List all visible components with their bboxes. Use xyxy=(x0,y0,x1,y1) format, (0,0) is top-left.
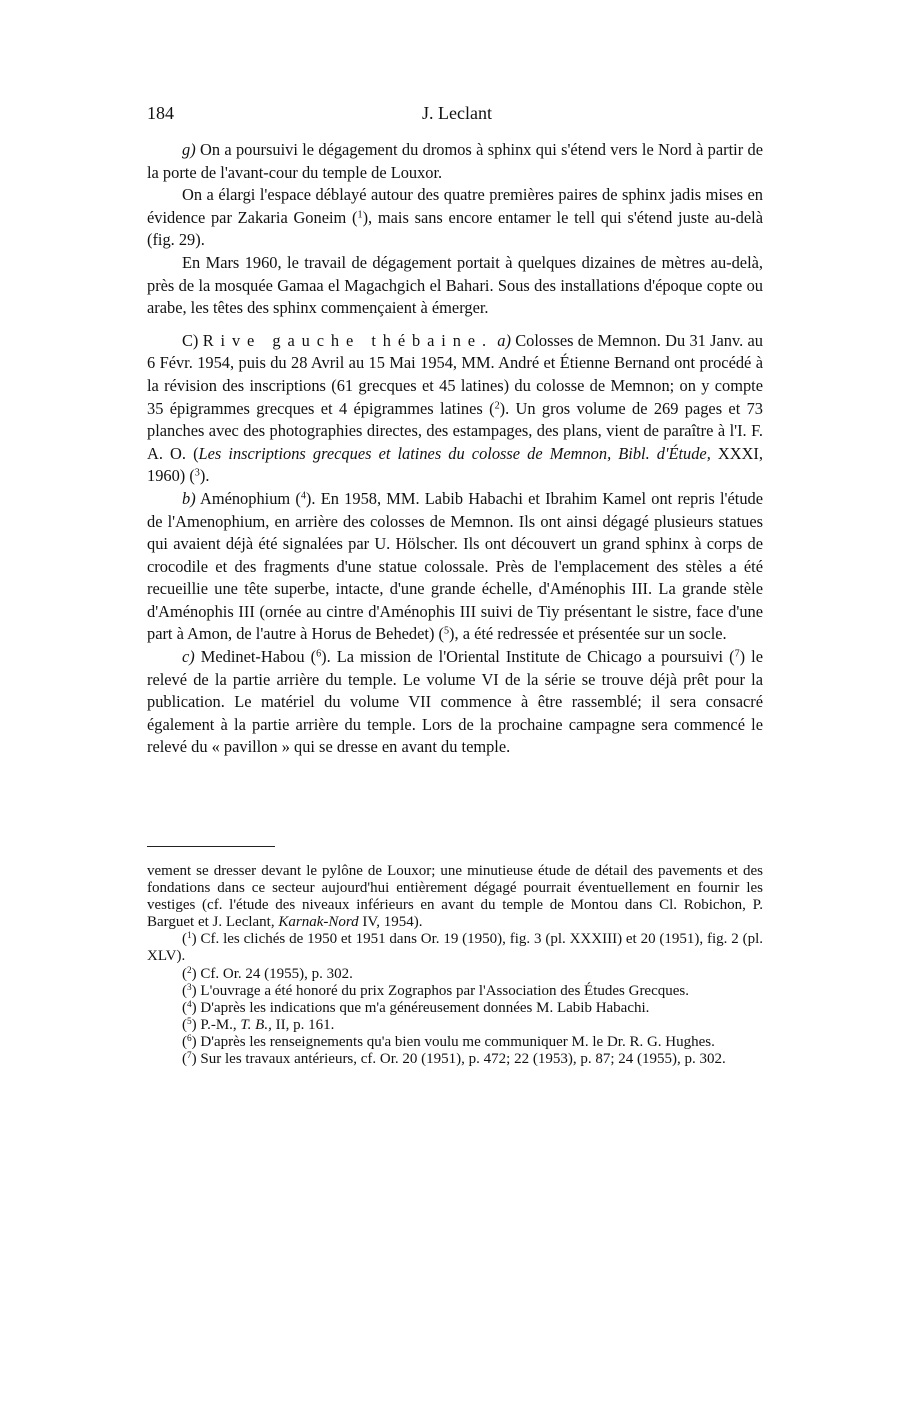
paragraph-text: ), a été redressée et présentée sur un socle. xyxy=(449,624,727,644)
footnote-ref: 6 xyxy=(316,648,322,660)
paragraph-text: Medinet-Habou ( xyxy=(194,647,317,667)
footnote-3: ($^3$) L'ouvrage a été honoré du prix Zographos par l'Association des Études Grecques. xyxy=(182,982,689,999)
paragraph-text: En Mars 1960, le travail de dégagement portait à quelques dizaines de mètres au-delà, près de la mosquée Gamaa el Magachgich el Bahari. Sous des installations d'époque copte ou arabe, les têtes des sphinx commençaient à émerger. xyxy=(147,252,763,318)
paragraph-text: ). La mission de l'Oriental Institute de Chicago a poursuivi ( xyxy=(321,647,735,667)
footnote-text: Cf. les clichés de 1950 et 1951 dans Or. 19 (1950), fig. 3 (pl. XXXIII) et 20 (1951), fig. 2 (pl. XLV). xyxy=(147,931,763,965)
paragraph-text: ). Un gros volume de 269 pages et 73 planches avec des photographies directes, des estampages, des plans, vient de paraître à l'I. F. A. O. ( xyxy=(147,398,763,463)
paragraph-text: Colosses de Memnon. Du 31 Janv. au 6 Févr. 1954, puis du 28 Avril au 15 Mai 1954, MM. André et Étienne Bernand ont procédé à la révision des inscriptions (61 grecques et 45 latines) du colosse de Memnon; on y compte 35 épigrammes grecques et 4 épigrammes latines ( xyxy=(147,330,764,418)
footnote-ref: 4 xyxy=(300,490,306,502)
footnote-ref: 5 xyxy=(443,625,450,637)
footnote-1: ($^1$) Cf. les clichés de 1950 et 1951 dans Or. 19 (1950), fig. 3 (pl. XXXIII) et 20 (1951), fig. 2 (pl. XLV). xyxy=(147,931,763,965)
item-letter: g) xyxy=(182,140,196,159)
footnote-number: 5 xyxy=(187,1016,192,1027)
paragraph-text: ). En 1958, MM. Labib Habachi et Ibrahim Kamel ont repris l'étude de l'Amenophium, en arrière des colosses de Memnon. Ils ont ainsi dégagé plusieurs statues qui avaient déjà été signalées par U. Hölscher. Ils ont découvert un grand sphinx à corps de crocodile et des fragments d'une statue colossale. Près de l'emplacement des stèles a été recueillie une tête superbe, intacte, d'une grande échelle, d'Aménophis III. La grande stèle d'Aménophis III (ornée au cintre d'Aménophis III suivi de Tiy présentant le sistre, face d'une part à Amon, de l'autre à Horus de Behedet) ( xyxy=(147,488,764,644)
paragraph-text: On a poursuivi le dégagement du dromos à sphinx qui s'étend vers le Nord à partir de la porte de l'avant-cour du temple de Louxor. xyxy=(147,140,763,182)
main-text xyxy=(147,139,763,759)
section-letter: C) xyxy=(182,330,199,350)
footnote-number: 7 xyxy=(187,1050,192,1061)
paragraph-mars-1960 xyxy=(147,252,763,320)
footnote-text: Sur les travaux antérieurs, cf. Or. 20 (1951), p. 472; 22 (1953), p. 87; 24 (1955), p. 302. xyxy=(196,1051,726,1068)
footnote-number: 4 xyxy=(187,999,192,1010)
footnote-number: 2 xyxy=(187,965,192,976)
footnote-text: Cf. Or. 24 (1955), p. 302. xyxy=(196,965,353,982)
paragraph-text: Aménophium ( xyxy=(195,488,301,508)
footnote-number: 1 xyxy=(187,931,192,942)
footnote-ref: 2 xyxy=(494,399,500,411)
footnote-text: D'après les renseignements qu'a bien voulu me communiquer M. le Dr. R. G. Hughes. xyxy=(196,1033,715,1050)
footnote-text: L'ouvrage a été honoré du prix Zographos par l'Association des Études Grecques. xyxy=(196,982,689,999)
footnote-ref: 1 xyxy=(357,209,363,221)
item-letter: a) xyxy=(497,330,511,350)
footnote-5: ($^5$) P.-M., T. B., II, p. 161. xyxy=(182,1016,335,1033)
italic-title: T. B., xyxy=(240,1016,272,1033)
italic-title: Karnak-Nord xyxy=(278,914,359,931)
page-number: 184 xyxy=(147,103,174,123)
footnote-ref: 3 xyxy=(194,467,200,479)
item-letter: b) xyxy=(182,488,196,508)
footnote-separator xyxy=(147,846,275,847)
footnote-number: 3 xyxy=(187,982,192,993)
paragraph-text: ). xyxy=(199,466,210,486)
footnote-text: P.-M., xyxy=(196,1016,241,1033)
footnote-2: ($^2$) Cf. Or. 24 (1955), p. 302. xyxy=(182,965,353,982)
footnote-text: IV, 1954). xyxy=(358,914,423,931)
page-header xyxy=(147,103,767,127)
footnotes xyxy=(147,863,763,1068)
footnote-ref: 7 xyxy=(734,648,740,660)
section-heading: Rive gauche thébaine. xyxy=(202,330,493,350)
paragraph-text: XXXI, 1960) ( xyxy=(147,443,763,486)
paragraph-memnon xyxy=(147,330,763,488)
paragraph-text: On a élargi l'espace déblayé autour des quatre premières paires de sphinx jadis mises en évidence par Zakaria Goneim ( xyxy=(147,185,763,227)
footnote-text: vement se dresser devant le pylône de Louxor; une minutieuse étude de détail des pavements et des fondations dans ce secteur aujourd'hui entièrement dégagé pourrait éventuellement en fournir les vestiges (cf. l'étude des niveaux inférieurs en avant du temple de Montou dans Cl. Robichon, P. Barguet et J. Leclant, xyxy=(147,863,763,931)
paragraph-medinet-habou xyxy=(147,646,763,759)
paragraph-text: ) le relevé de la partie arrière du temple. Le volume VI de la série se trouve déjà prêt pour la publication. Le matériel du volume VII commence à être rassemblé; il sera consacré également à la partie arrière du temple. Lors de la prochaine campagne sera commencé le relevé du « pavillon » qui se dresse en avant du temple. xyxy=(147,647,764,757)
footnote-text: II, p. 161. xyxy=(271,1016,335,1033)
footnote-7: ($^7$) Sur les travaux antérieurs, cf. Or. 20 (1951), p. 472; 22 (1953), p. 87; 24 (1955), p. 302. xyxy=(182,1050,726,1068)
running-title: J. Leclant xyxy=(422,103,492,123)
paragraph-text: ), mais sans encore entamer le tell qui s'étend juste au-delà (fig. 29). xyxy=(147,207,763,250)
footnote-continuation xyxy=(147,863,763,931)
paragraph-goneim xyxy=(147,184,763,252)
italic-title: Les inscriptions grecques et latines du colosse de Memnon, Bibl. d'Étude, xyxy=(198,443,711,463)
paragraph-g xyxy=(147,139,763,184)
footnote-4: ($^4$) D'après les indications que m'a généreusement données M. Labib Habachi. xyxy=(182,999,650,1016)
footnote-number: 6 xyxy=(187,1033,192,1044)
footnote-6: ($^6$) D'après les renseignements qu'a bien voulu me communiquer M. le Dr. R. G. Hughes. xyxy=(182,1033,715,1050)
paragraph-amenophium xyxy=(147,488,763,646)
footnote-text: D'après les indications que m'a généreusement données M. Labib Habachi. xyxy=(196,999,650,1016)
item-letter: c) xyxy=(182,647,195,667)
